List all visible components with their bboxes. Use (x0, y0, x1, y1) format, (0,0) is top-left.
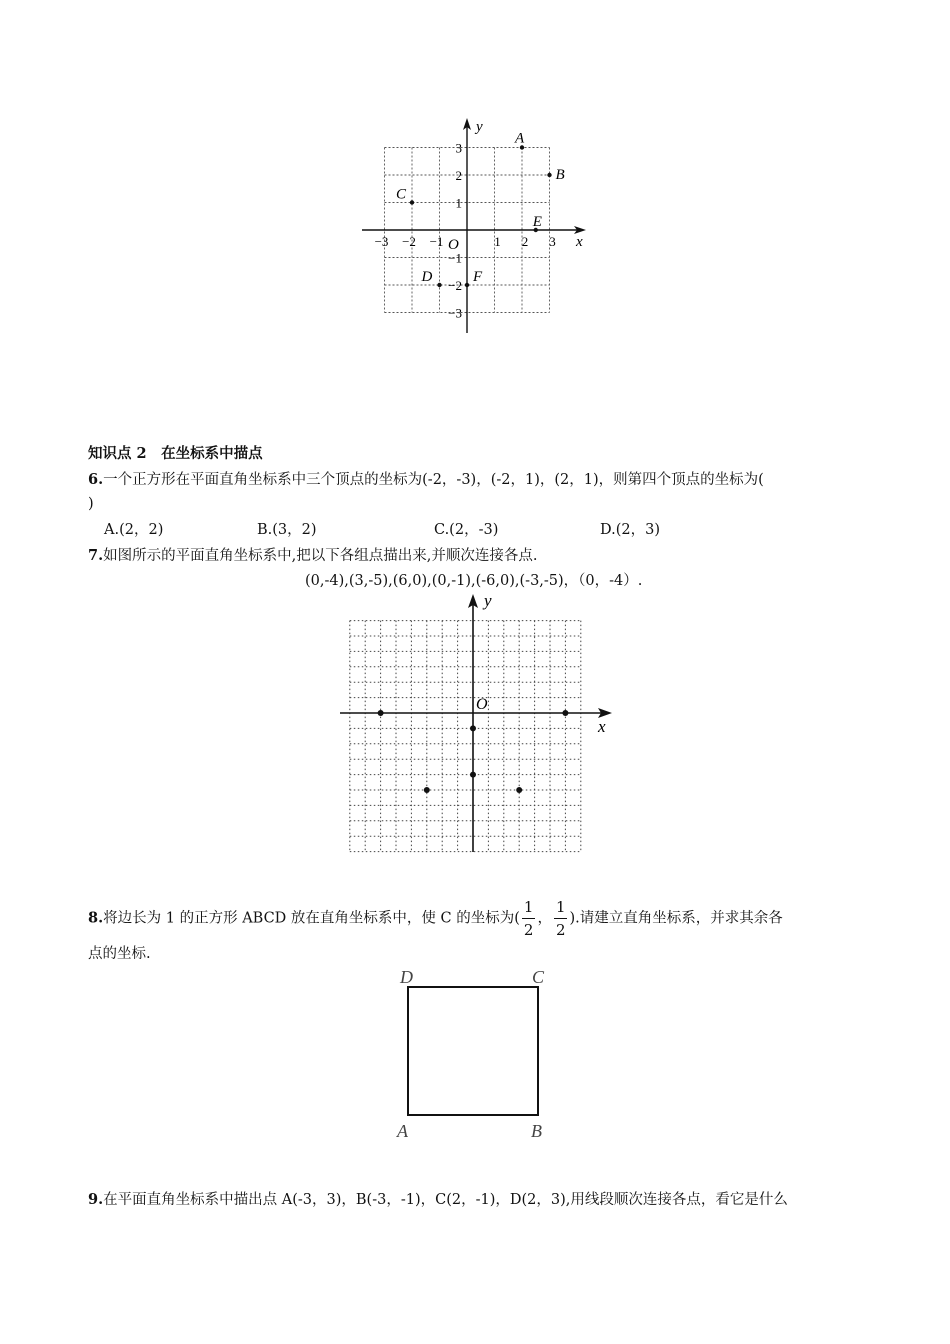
fraction-y (554, 896, 568, 941)
y-tick-label: 3 (455, 140, 462, 156)
point-label-a: A (515, 130, 525, 147)
fraction-denominator: 2 (523, 921, 534, 939)
origin-label: O (476, 696, 488, 713)
fraction-x (522, 896, 536, 941)
x-tick-label: 2 (521, 234, 529, 249)
point-f (465, 283, 469, 287)
y-tick-label: −3 (448, 305, 462, 321)
option-b: B.(3，2) (257, 522, 317, 538)
section-title: 知识点 2 在坐标系中描点 (88, 445, 263, 462)
question-7-coordinates: (0,-4),(3,-5),(6,0),(0,-1),(-6,0),(-3,-5)，（0，-4）. (305, 573, 643, 589)
y-axis-label: y (476, 119, 483, 135)
y-tick-label: 2 (455, 168, 462, 183)
question-text: 在平面直角坐标系中描出点 A(-3，3)，B(-3，-1)，C(2，-1)，D(2，3),用线段顺次连接各点，看它是什么 (103, 1192, 788, 1208)
question-7 (88, 546, 537, 566)
x-tick-label: −2 (402, 234, 416, 249)
fraction-denominator: 2 (555, 921, 566, 939)
vertex-label-d: D (400, 967, 413, 987)
y-axis-label: y (484, 591, 492, 610)
question-text-cont: ).请建立直角坐标系，并求其余各 (569, 910, 783, 927)
x-tick-label: 1 (494, 234, 501, 249)
question-number: 9. (88, 1191, 104, 1208)
plotted-point (378, 710, 384, 716)
option-c: C.(2，-3) (434, 522, 499, 538)
y-tick-label: −1 (448, 250, 462, 266)
separator: ， (537, 910, 552, 927)
vertex-label-c: C (532, 967, 545, 987)
y-tick-label: 1 (455, 195, 462, 211)
point-label-e: E (532, 214, 542, 230)
dotted-grid (350, 621, 581, 852)
square-figure (390, 962, 560, 1144)
question-number: 8. (88, 909, 104, 927)
plotted-point (516, 787, 522, 793)
point-label-d: D (421, 269, 433, 285)
question-text: 一个正方形在平面直角坐标系中三个顶点的坐标为(-2，-3)，(-2，1)，(2，1)，则第四个顶点的坐标为( (103, 472, 764, 488)
question-text: 如图所示的平面直角坐标系中,把以下各组点描出来,并顺次连接各点. (103, 548, 538, 564)
vertex-label-a: A (397, 1121, 408, 1141)
plotted-point (470, 725, 476, 731)
question-text: 将边长为 1 的正方形 ABCD 放在直角坐标系中，使 C 的坐标为( (103, 910, 520, 927)
option-d: D.(2，3) (600, 522, 660, 538)
plotted-point (470, 772, 476, 778)
question-8 (88, 896, 783, 941)
vertex-label-b: B (531, 1121, 542, 1141)
plotted-point (424, 787, 430, 793)
fraction-numerator: 1 (522, 896, 536, 919)
question-number: 6. (88, 471, 104, 488)
coordinate-figure-1 (355, 110, 595, 342)
x-tick-label: 3 (549, 234, 556, 249)
question-6 (88, 470, 764, 490)
x-axis-label: x (576, 234, 583, 250)
x-tick-label: −3 (374, 234, 389, 249)
coordinate-figure-2 (336, 590, 618, 858)
point-label-f: F (473, 269, 483, 285)
y-tick-label: −2 (448, 278, 462, 293)
question-6-close: ) (88, 496, 94, 512)
option-a: A.(2，2) (104, 522, 164, 538)
origin-label: O (448, 237, 459, 253)
plotted-point (562, 710, 568, 716)
question-8-cont: 点的坐标. (88, 946, 151, 962)
x-axis-label: x (598, 717, 606, 736)
point-c (410, 200, 414, 204)
x-tick-label: −1 (429, 234, 444, 249)
question-9 (88, 1190, 788, 1210)
point-b (547, 173, 551, 177)
square (408, 987, 538, 1115)
fraction-numerator: 1 (554, 896, 568, 919)
point-label-b: B (555, 167, 565, 183)
point-d (437, 283, 441, 287)
question-number: 7. (88, 547, 104, 564)
point-label-c: C (396, 186, 407, 203)
